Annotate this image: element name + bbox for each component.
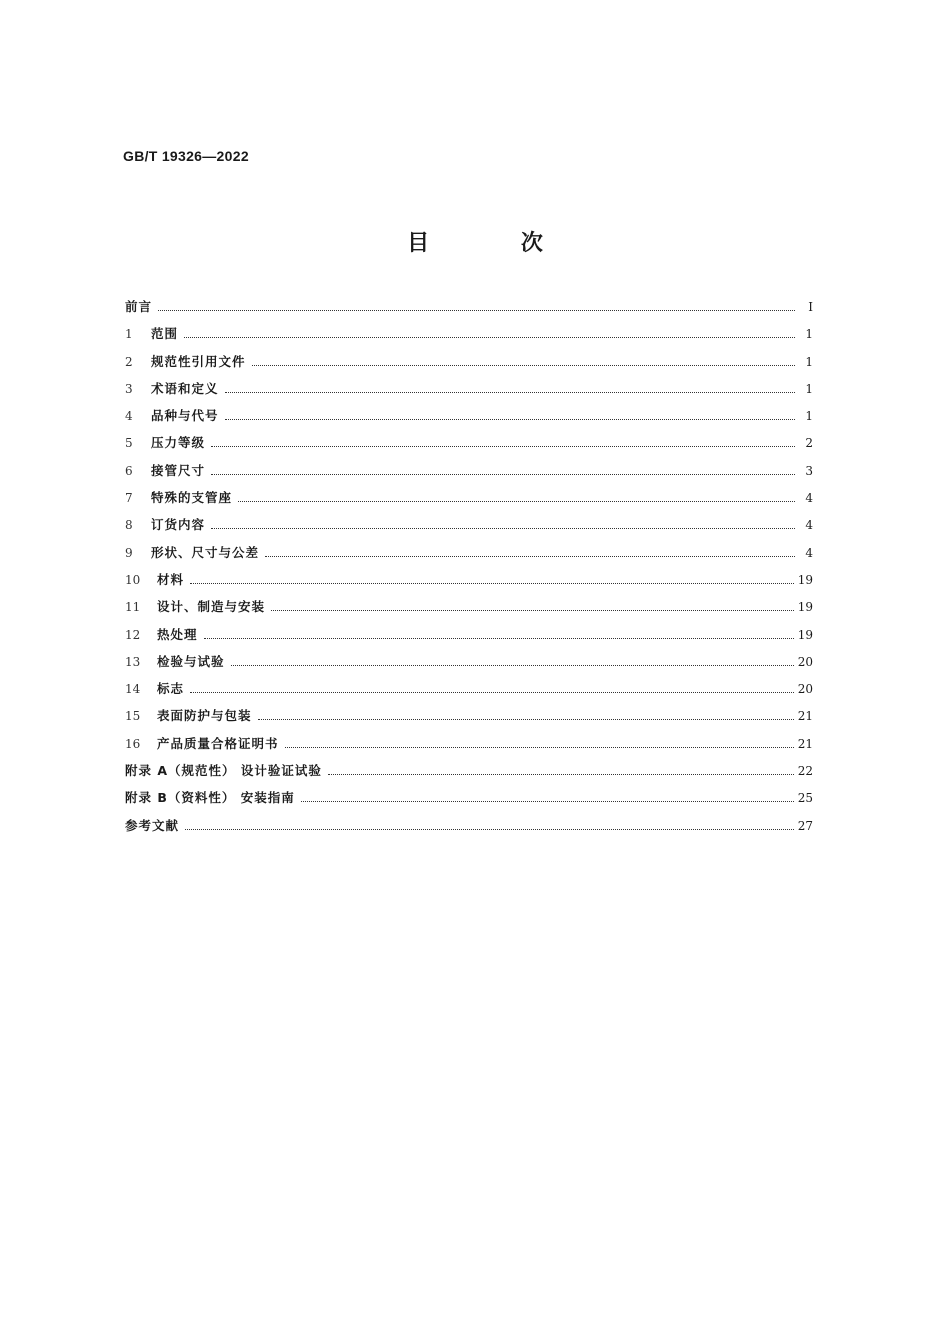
toc-entry-page: 22 <box>797 764 813 779</box>
toc-entry-page: 2 <box>805 436 813 451</box>
toc-entry-label: 附录 B（资料性） 安装指南 <box>125 790 295 806</box>
toc-entry[interactable] <box>125 461 813 488</box>
toc-entry-page: 19 <box>797 627 813 642</box>
toc-entry[interactable] <box>125 570 813 597</box>
toc-entry[interactable] <box>125 543 813 570</box>
toc-dot-leader <box>225 419 795 420</box>
toc-entry-page: I <box>808 300 813 314</box>
toc-entry[interactable] <box>125 652 813 679</box>
toc-entry-number: 16 <box>125 736 141 751</box>
toc-dot-leader <box>211 446 795 447</box>
toc-entry[interactable] <box>125 788 813 815</box>
toc-entry-label: 特殊的支管座 <box>151 490 233 506</box>
toc-entry[interactable] <box>125 433 813 460</box>
toc-entry-page: 1 <box>805 354 813 369</box>
toc-dot-leader <box>158 310 795 311</box>
toc-entry-number: 1 <box>125 327 133 342</box>
toc-entry[interactable] <box>125 706 813 733</box>
toc-dot-leader <box>271 610 794 611</box>
toc-entry-number: 3 <box>125 381 133 396</box>
toc-entry-page: 1 <box>805 327 813 342</box>
toc-entry-number: 15 <box>125 709 141 724</box>
toc-entry-number: 4 <box>125 409 133 424</box>
toc-dot-leader <box>265 556 795 557</box>
toc-dot-leader <box>211 474 795 475</box>
toc-entry-page: 20 <box>797 682 813 697</box>
toc-entry-label: 接管尺寸 <box>151 462 206 478</box>
toc-entry-page: 21 <box>797 736 813 751</box>
standard-code: GB/T 19326—2022 <box>123 148 249 164</box>
toc-entry-label: 范围 <box>151 326 179 342</box>
toc-entry-page: 4 <box>805 518 813 533</box>
toc-entry-page: 21 <box>797 709 813 724</box>
toc-entry-page: 25 <box>797 791 813 806</box>
toc-entry-number: 5 <box>125 436 133 451</box>
toc-dot-leader <box>184 337 795 338</box>
toc-entry[interactable] <box>125 515 813 542</box>
toc-entry[interactable] <box>125 679 813 706</box>
toc-dot-leader <box>258 719 794 720</box>
toc-entry-number: 11 <box>125 600 141 615</box>
toc-entry-number: 8 <box>125 518 133 533</box>
toc-dot-leader <box>231 665 794 666</box>
toc-entry[interactable] <box>125 379 813 406</box>
toc-entry-label: 规范性引用文件 <box>151 353 246 369</box>
toc-entry-label: 检验与试验 <box>157 653 225 669</box>
toc-entry-number: 2 <box>125 354 133 369</box>
toc-dot-leader <box>301 801 794 802</box>
toc-entry-label: 产品质量合格证明书 <box>157 735 279 751</box>
toc-entry-page: 20 <box>797 654 813 669</box>
toc-entry-label: 参考文献 <box>125 817 180 833</box>
toc-dot-leader <box>252 365 795 366</box>
table-of-contents <box>125 297 813 843</box>
toc-entry-label: 压力等级 <box>151 435 206 451</box>
toc-entry-number: 6 <box>125 463 133 478</box>
toc-title: 目 次 <box>407 231 585 256</box>
toc-entry-page: 4 <box>805 545 813 560</box>
toc-dot-leader <box>238 501 795 502</box>
toc-entry-page: 1 <box>805 381 813 396</box>
toc-entry[interactable] <box>125 625 813 652</box>
toc-entry-label: 设计、制造与安装 <box>157 599 266 615</box>
toc-entry[interactable] <box>125 406 813 433</box>
toc-entry-page: 27 <box>797 818 813 833</box>
toc-entry[interactable] <box>125 324 813 351</box>
toc-entry-label: 标志 <box>157 681 185 697</box>
toc-entry-label: 材料 <box>157 571 185 587</box>
toc-entry-label: 品种与代号 <box>151 408 219 424</box>
toc-entry-page: 19 <box>797 600 813 615</box>
toc-dot-leader <box>328 774 794 775</box>
toc-entry[interactable] <box>125 761 813 788</box>
toc-dot-leader <box>190 583 794 584</box>
toc-dot-leader <box>204 638 794 639</box>
toc-entry-number: 9 <box>125 545 133 560</box>
toc-entry[interactable] <box>125 352 813 379</box>
toc-entry[interactable] <box>125 297 813 324</box>
toc-entry-label: 热处理 <box>157 626 198 642</box>
toc-dot-leader <box>225 392 795 393</box>
toc-entry-number: 7 <box>125 491 133 506</box>
toc-entry-label: 表面防护与包装 <box>157 708 252 724</box>
toc-entry[interactable] <box>125 488 813 515</box>
toc-entry-label: 附录 A（规范性） 设计验证试验 <box>125 763 322 779</box>
toc-entry-number: 12 <box>125 627 141 642</box>
toc-entry-label: 订货内容 <box>151 517 206 533</box>
toc-dot-leader <box>211 528 795 529</box>
toc-entry-number: 13 <box>125 654 141 669</box>
toc-entry-number: 14 <box>125 682 141 697</box>
toc-dot-leader <box>190 692 794 693</box>
toc-dot-leader <box>185 829 794 830</box>
toc-entry-label: 术语和定义 <box>151 380 219 396</box>
toc-entry-page: 19 <box>797 572 813 587</box>
toc-entry-number: 10 <box>125 572 141 587</box>
toc-dot-leader <box>285 747 794 748</box>
toc-entry-page: 4 <box>805 491 813 506</box>
toc-entry-page: 3 <box>805 463 813 478</box>
toc-entry-label: 前言 <box>125 299 153 314</box>
toc-entry[interactable] <box>125 734 813 761</box>
toc-entry[interactable] <box>125 597 813 624</box>
toc-entry-label: 形状、尺寸与公差 <box>151 544 260 560</box>
toc-entry-page: 1 <box>805 409 813 424</box>
toc-entry[interactable] <box>125 816 813 843</box>
